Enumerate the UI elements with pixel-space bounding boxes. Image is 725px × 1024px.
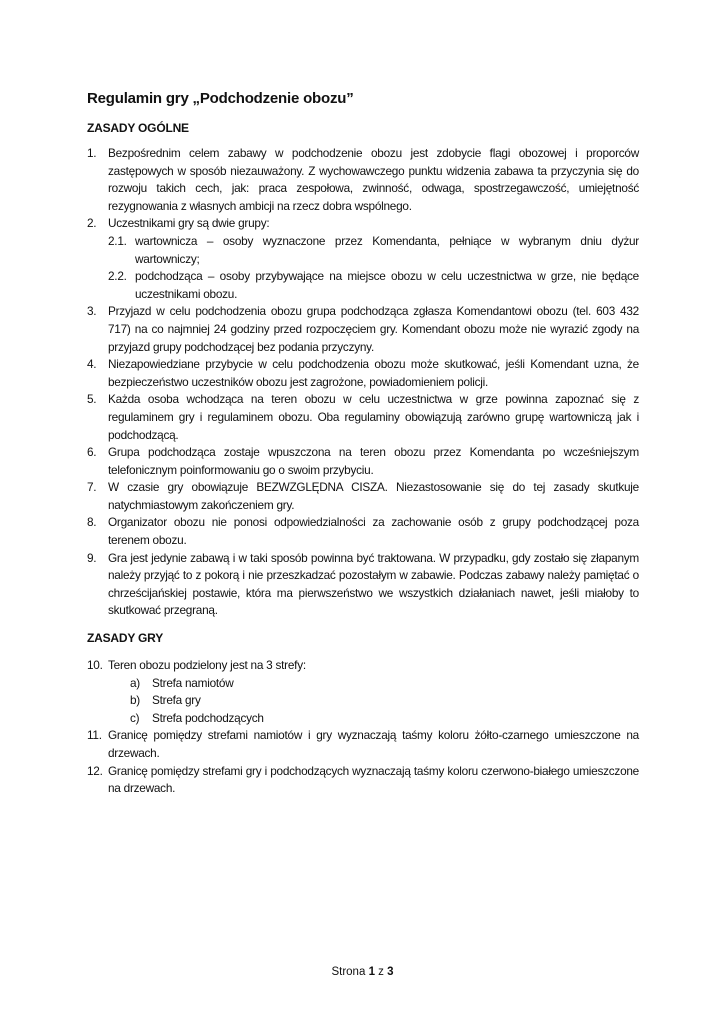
rule-11	[87, 727, 639, 762]
page-footer	[0, 966, 725, 978]
rule-number: 10.	[87, 658, 103, 672]
rule-text: Przyjazd w celu podchodzenia obozu grupa podchodząca zgłasza Komendantowi obozu (tel. 603 432 717) na co najmniej 24 godziny przed rozpoczęciem gry. Komendant obozu może nie wyrazić zgody na przyjazd grupy podchodzącej bez podania przyczyny.	[108, 304, 639, 354]
rule-text: Gra jest jedynie zabawą i w taki sposób powinna być traktowana. W przypadku, gdy zostało się złapanym należy przyjąć to z pokorą i nie przeszkadzać pozostałym w zabawie. Podczas zabawy należy pamiętać o chrześcijańskiej postawie, która ma pierwszeństwo we wszystkich działaniach nawet, jeśli miałoby to skutkować przegraną.	[108, 550, 639, 618]
section-heading-game: ZASADY GRY	[87, 631, 164, 645]
zone-letter: a)	[130, 675, 140, 690]
rule-text: Uczestnikami gry są dwie grupy:	[108, 216, 270, 231]
rule-number: 3.	[87, 304, 97, 319]
rule-text: Granicę pomiędzy strefami gry i podchodzących wyznaczają taśmy koloru czerwono-białego umieszczone na drzewach.	[108, 763, 639, 796]
subrule-number: 2.1.	[108, 233, 127, 248]
rule-number: 11.	[87, 728, 102, 743]
rule-7	[87, 479, 639, 514]
zone-item	[87, 675, 639, 693]
rule-10	[87, 657, 639, 675]
rule-text: Granicę pomiędzy strefami namiotów i gry wyznaczają taśmy koloru żółto-czarnego umieszczone na drzewach.	[108, 728, 639, 760]
rule-3	[87, 303, 639, 356]
rule-2	[87, 215, 639, 233]
rule-text: Grupa podchodząca zostaje wpuszczona na teren obozu przez Komendanta po wcześniejszym telefonicznym poinformowaniu go o swoim przybyciu.	[108, 445, 639, 477]
zone-text: Strefa namiotów	[152, 675, 234, 690]
rule-text: Organizator obozu nie ponosi odpowiedzialności za zachowanie osób z grupy podchodzącej poza terenem obozu.	[108, 515, 639, 548]
rule-number: 1.	[87, 146, 97, 160]
rule-number: 7.	[87, 480, 97, 495]
zone-letter: b)	[130, 693, 140, 708]
rule-9	[87, 550, 639, 620]
general-rules-list	[87, 145, 639, 620]
rule-text: Każda osoba wchodząca na teren obozu w celu uczestnictwa w grze powinna zapoznać się z regulaminem gry i regulaminem obozu. Oba regulaminy obowiązują zarówno grupę wartowniczą jak i podchodzącą.	[108, 392, 639, 442]
rule-text: Bezpośrednim celem zabawy w podchodzenie obozu jest zdobycie flagi obozowej i proporców zastępowych w sposób niezauważony. Z wychowawczego punktu widzenia zabawa ta przyczynia się do rozwoju takich cech, jak: praca zespołowa, zwinność, odwaga, spostrzegawczość, umiejętność rezygnowania z własnych ambicji na rzecz dobra wspólnego.	[108, 146, 639, 213]
rule-number: 9.	[87, 550, 97, 565]
section-heading-general: ZASADY OGÓLNE	[87, 121, 189, 135]
zone-item	[87, 710, 639, 728]
rule-12	[87, 763, 639, 798]
footer-total-pages: 3	[387, 966, 394, 978]
rule-number: 5.	[87, 392, 97, 407]
rule-1	[87, 145, 639, 215]
rule-number: 8.	[87, 515, 97, 530]
rule-text: Niezapowiedziane przybycie w celu podchodzenia obozu może skutkować, jeśli Komendant uzna, że bezpieczeństwo uczestników obozu jest zagrożone, powiadomieniem policji.	[108, 357, 639, 389]
rule-2-2	[87, 268, 639, 303]
rule-number: 12.	[87, 763, 103, 778]
rule-4	[87, 356, 639, 391]
subrule-number: 2.2.	[108, 269, 127, 284]
rule-number: 2.	[87, 216, 97, 231]
zone-text: Strefa podchodzących	[152, 710, 264, 725]
zone-text: Strefa gry	[152, 693, 201, 708]
rule-2-1	[87, 233, 639, 268]
rule-number: 4.	[87, 357, 97, 372]
zone-letter: c)	[130, 710, 140, 725]
footer-page-label: Strona	[331, 966, 366, 978]
subrule-text: podchodząca – osoby przybywające na miejsce obozu w celu uczestnictwa w grze, nie będące uczestnikami obozu.	[135, 269, 639, 301]
rule-text: Teren obozu podzielony jest na 3 strefy:	[108, 658, 306, 672]
rule-5	[87, 391, 639, 444]
rule-6	[87, 444, 639, 479]
rule-number: 6.	[87, 445, 97, 460]
zone-item	[87, 692, 639, 710]
rule-8	[87, 514, 639, 549]
subrule-text: wartownicza – osoby wyznaczone przez Komendanta, pełniące w wybranym dniu dyżur wartowniczy;	[135, 233, 639, 266]
footer-of-label: z	[378, 966, 384, 978]
footer-current-page: 1	[368, 966, 375, 978]
game-rules-list	[87, 657, 639, 798]
rule-text: W czasie gry obowiązuje BEZWZGLĘDNA CISZA. Niezastosowanie się do tej zasady skutkuje natychmiastowym zakończeniem gry.	[108, 480, 639, 512]
document-title: Regulamin gry „Podchodzenie obozu”	[87, 90, 354, 107]
